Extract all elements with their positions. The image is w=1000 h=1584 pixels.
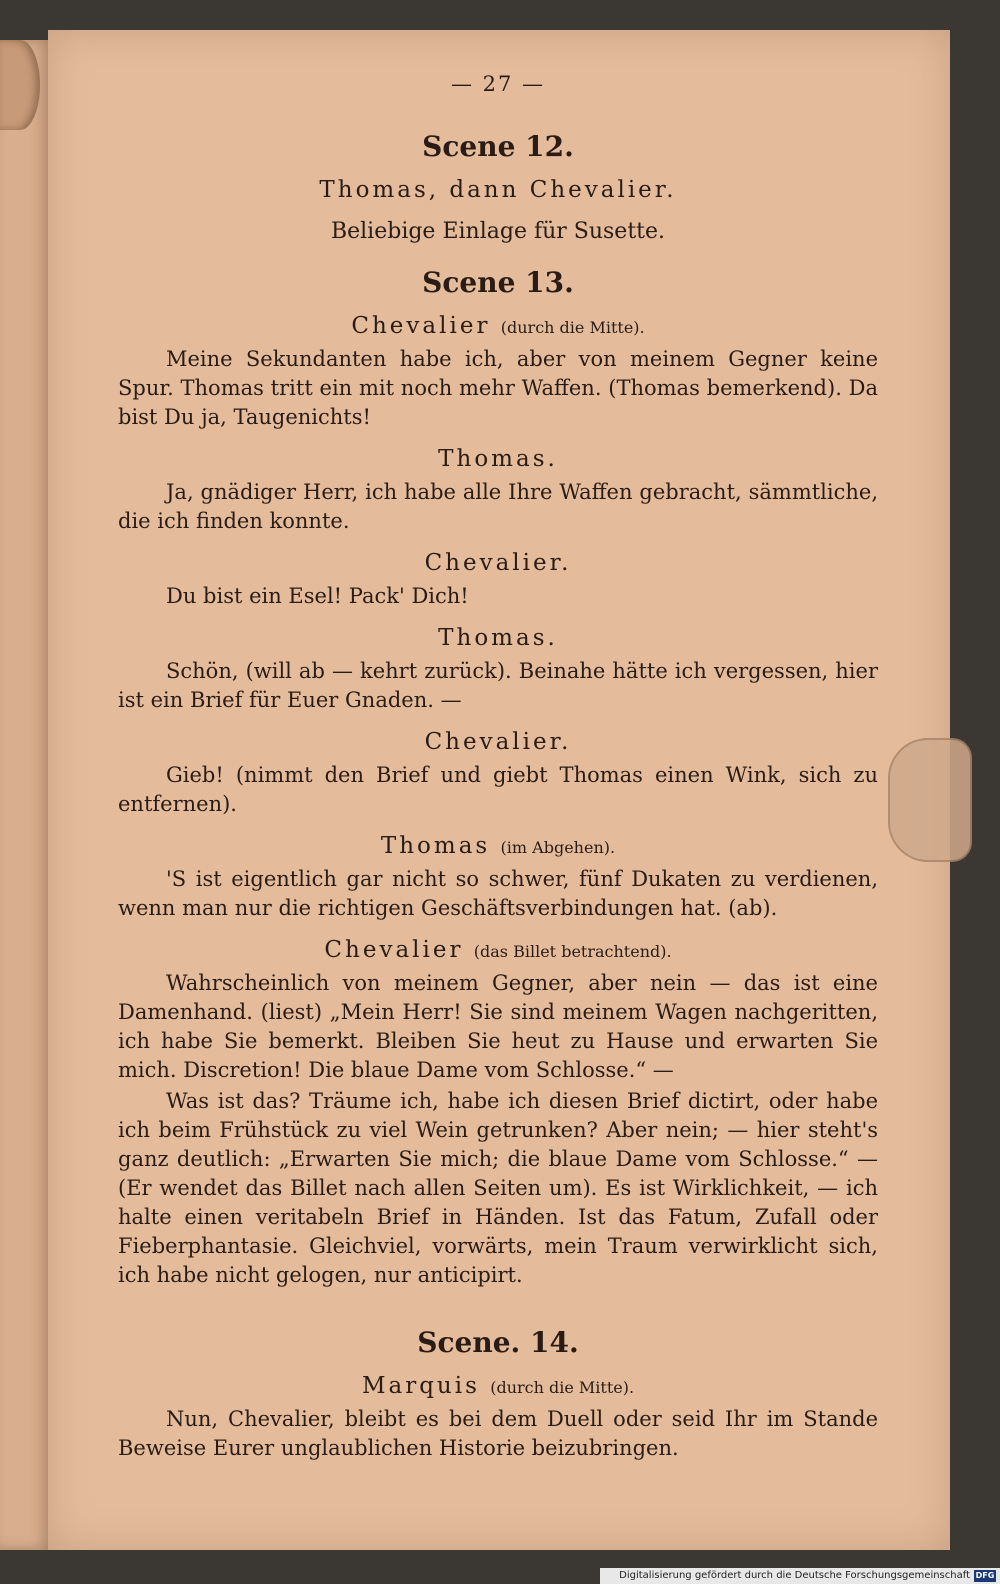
scene-12-note: Beliebige Einlage für Susette. [330,219,666,244]
speaker-chevalier [118,937,878,963]
dialogue-paragraph: Wahrscheinlich von meinem Gegner, aber nein — das ist eine Damenhand. (liest) „Mein Herr! Sie sind meinem Wagen nachgeritten, ich habe Sie bemerkt. Bleiben Sie heut zu Hause und erwarten Sie mich. Discretion! Die blaue Dame vom Schlosse.“ — [118,971,878,1082]
footer-credit [600,1568,1000,1584]
speaker-thomas: Thomas. [438,446,558,472]
scene-13-heading: Scene 13. [422,266,574,299]
speaker-chevalier: Chevalier. [424,729,572,755]
speaker-thomas [118,833,878,859]
footer-text: Digitalisierung gefördert durch die Deutsche Forschungsgemeinschaft [619,1570,970,1581]
dialogue-paragraph: Du bist ein Esel! Pack' Dich! [166,584,469,608]
stage-direction: (durch die Mitte). [500,318,645,337]
page-content [118,60,878,1463]
speaker-name: Chevalier [351,313,491,339]
page-clip [888,738,972,862]
dialogue-paragraph: Gieb! (nimmt den Brief und giebt Thomas einen Wink, sich zu entfernen). [118,763,878,816]
dfg-logo: DFG [975,1571,995,1580]
dialogue-paragraph: 'S ist eigentlich gar nicht so schwer, fünf Dukaten zu verdienen, wenn man nur die richtigen Geschäftsverbindungen hat. (ab). [118,867,878,920]
scene-12-heading: Scene 12. [422,130,574,163]
stage-direction: (durch die Mitte). [490,1378,635,1397]
speaker-chevalier [118,313,878,339]
speaker-thomas: Thomas. [438,625,558,651]
speaker-chevalier: Chevalier. [424,550,572,576]
dialogue-paragraph: Schön, (will ab — kehrt zurück). Beinahe hätte ich vergessen, hier ist ein Brief für Euer Gnaden. — [118,659,878,712]
facing-page-edge [0,40,52,1550]
dialogue-paragraph: Ja, gnädiger Herr, ich habe alle Ihre Waffen gebracht, sämmtliche, die ich finden konnte. [118,480,878,533]
speaker-marquis [118,1373,878,1399]
speaker-name: Thomas [380,833,491,859]
scene-12-persons: Thomas, dann Chevalier. [319,177,677,203]
dialogue-paragraph: Nun, Chevalier, bleibt es bei dem Duell oder seid Ihr im Stande Beweise Eurer unglaublichen Historie beizubringen. [118,1407,878,1460]
page-number: — 27 — [450,72,546,96]
page-curl [0,40,40,130]
dialogue-paragraph: Meine Sekundanten habe ich, aber von meinem Gegner keine Spur. Thomas tritt ein mit noch mehr Waffen. (Thomas bemerkend). Da bist Du ja, Taugenichts! [118,347,878,429]
stage-direction: (im Abgehen). [500,838,616,857]
stage-direction: (das Billet betrachtend). [473,942,672,961]
dialogue-paragraph: Was ist das? Träume ich, habe ich diesen Brief dictirt, oder habe ich beim Frühstück zu viel Wein getrunken? Aber nein; — hier steht's ganz deutlich: „Erwarten Sie mich; die blaue Dame vom Schlosse.“ — (Er wendet das Billet nach allen Seiten um). Es ist Wirklichkeit, — ich halte einen veritabeln Brief in Händen. Ist das Fatum, Zufall oder Fieberphantasie. Gleichviel, vorwärts, mein Traum verwirklicht sich, ich habe nicht gelogen, nur anticipirt. [118,1089,878,1287]
speaker-name: Chevalier [324,937,464,963]
scene-14-heading: Scene. 14. [417,1326,579,1359]
speaker-name: Marquis [361,1373,480,1399]
